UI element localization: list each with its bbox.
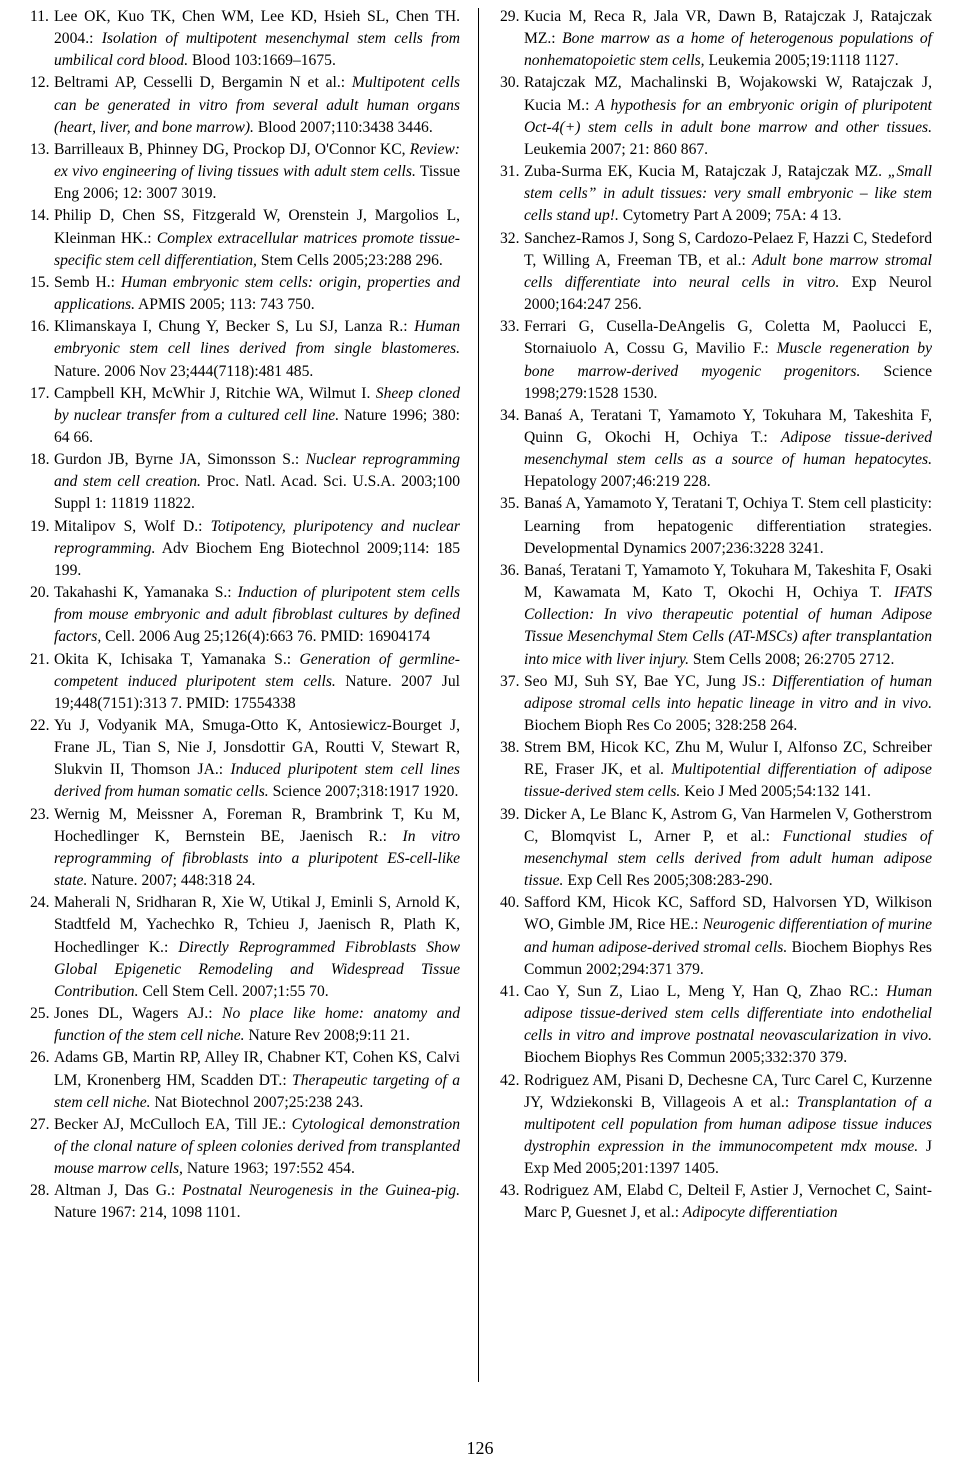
reference-authors: Klimanskaya I, Chung Y, Becker S, Lu SJ, Lanza R.:: [54, 318, 408, 336]
reference-item: [30, 139, 460, 205]
reference-authors: Mitalipov S, Wolf D.:: [54, 517, 203, 535]
reference-item: [30, 892, 460, 1003]
reference-authors: Banaś A, Yamamoto Y, Teratani T, Ochiya T. Stem cell plasticity: Learning from hepatogenic differentiation strategies. Developmental Dynamics 2007;236:3228 3241.: [524, 495, 932, 557]
reference-title: Directly Reprogrammed Fibroblasts Show Global Epigenetic Remodeling and Widespread Tissue Contribution.: [54, 938, 460, 1000]
reference-item: [30, 649, 460, 715]
reference-number: 30.: [500, 74, 520, 92]
reference-title: Isolation of multipotent mesenchymal stem cells from umbilical cord blood.: [54, 30, 460, 70]
reference-number: 38.: [500, 739, 520, 757]
reference-number: 34.: [500, 406, 520, 424]
reference-authors: Banaś, Teratani T, Yamamoto Y, Tokuhara M, Takeshita F, Osaki M, Kawamata M, Kato T, Okochi H, Ochiya T.: [524, 561, 932, 602]
reference-authors: Cao Y, Sun Z, Liao L, Meng Y, Han Q, Zhao RC.:: [524, 982, 879, 1000]
reference-number: 23.: [30, 805, 50, 823]
reference-authors: Maherali N, Sridharan R, Xie W, Utikal J, Eminli S, Arnold K, Stadtfeld M, Yachechko R, Tchieu J, Jaenisch R, Plath K, Hochedlinger K.:: [54, 894, 460, 956]
reference-number: 43.: [500, 1182, 520, 1200]
reference-source: Tissue Eng 2006; 12: 3007 3019.: [54, 163, 461, 203]
reference-item: [500, 671, 932, 737]
reference-item: [30, 383, 460, 449]
reference-title: Adipose tissue-derived mesenchymal stem cells as a source of human hepatocytes.: [524, 428, 932, 469]
reference-item: [30, 72, 460, 138]
reference-item: [30, 316, 460, 382]
reference-title: Multipotential differentiation of adipose tissue-derived stem cells.: [524, 761, 932, 801]
reference-authors: Beltrami AP, Cesselli D, Bergamin N et al.:: [54, 74, 346, 92]
reference-title: Totipotency, pluripotency and nuclear reprogramming.: [54, 517, 460, 557]
reference-authors: Zuba-Surma EK, Kucia M, Ratajczak J, Ratajczak MZ.: [524, 163, 883, 181]
reference-source: Leukemia 2007; 21: 860 867.: [524, 140, 709, 158]
reference-item: [500, 560, 932, 671]
reference-item: [500, 804, 932, 893]
reference-item: [30, 1114, 460, 1180]
reference-authors: Lee OK, Kuo TK, Chen WM, Lee KD, Hsieh SL, Chen TH. 2004.:: [54, 8, 460, 48]
reference-source: Science 1998;279:1528 1530.: [524, 362, 932, 402]
reference-number: 17.: [30, 384, 50, 402]
reference-item: [500, 737, 932, 803]
reference-title: Multipotent cells can be generated in vitro from several adult human organs (heart, liver, and bone marrow).: [54, 74, 460, 136]
reference-number: 31.: [500, 163, 520, 181]
reference-source: Nature. 2007 Jul 19;448(7151):313 7. PMID: 17554338: [54, 672, 460, 712]
reference-number: 24.: [30, 894, 50, 912]
reference-authors: Campbell KH, McWhir J, Ritchie WA, Wilmut I.: [54, 384, 371, 402]
reference-source: Proc. Natl. Acad. Sci. U.S.A. 2003;100 Suppl 1: 11819 11822.: [54, 473, 461, 513]
reference-source: Stem Cells 2008; 26:2705 2712.: [689, 650, 895, 668]
reference-source: Nature. 2007; 448:318 24.: [87, 872, 256, 890]
reference-number: 26.: [30, 1049, 50, 1067]
reference-item: [30, 1180, 460, 1224]
reference-number: 40.: [500, 894, 520, 912]
reference-title: Bone marrow as a home of heterogenous populations of nonhematopoietic stem cells,: [524, 30, 932, 70]
reference-title: Complex extracellular matrices promote tissue-specific stem cell differentiation,: [54, 229, 460, 269]
reference-title: Neurogenic differentiation of murine and human adipose-derived stromal cells.: [524, 916, 933, 956]
reference-source: Cytometry Part A 2009; 75A: 4 13.: [618, 207, 842, 225]
reference-authors: Sanchez-Ramos J, Song S, Cardozo-Pelaez F, Hazzi C, Stedeford T, Willing A, Freeman TB, et al.:: [524, 229, 932, 269]
reference-authors: Rodriguez AM, Elabd C, Delteil F, Astier J, Vernochet C, Saint-Marc P, Guesnet J, et al.:: [524, 1182, 932, 1222]
reference-authors: Ratajczak MZ, Machalinski B, Wojakowski W, Ratajczak J, Kucia M.:: [524, 74, 932, 114]
reference-item: [30, 804, 460, 893]
reference-source: Nature 1996; 380: 64 66.: [54, 406, 460, 446]
reference-authors: Yu J, Vodyanik MA, Smuga-Otto K, Antosiewicz-Bourget J, Frane JL, Tian S, Nie J, Jonsdottir GA, Routti V, Stewart R, Slukvin II, Thomson JA.:: [54, 717, 460, 779]
reference-source: Cell. 2006 Aug 25;126(4):663 76. PMID: 16904174: [101, 628, 430, 646]
reference-item: [30, 449, 460, 515]
reference-number: 12.: [30, 74, 50, 92]
reference-authors: Rodriguez AM, Pisani D, Dechesne CA, Turc Carel C, Kurzenne JY, Wdziekonski B, Villageois A et al.:: [524, 1071, 932, 1111]
reference-number: 27.: [30, 1115, 50, 1133]
reference-source: APMIS 2005; 113: 743 750.: [135, 296, 315, 314]
reference-title: No place like home: anatomy and function of the stem cell niche.: [54, 1005, 460, 1045]
reference-title: Therapeutic targeting of a stem cell niche.: [54, 1071, 460, 1111]
reference-number: 29.: [500, 8, 520, 25]
reference-authors: Okita K, Ichisaka T, Yamanaka S.:: [54, 650, 292, 668]
reference-item: [500, 161, 932, 227]
reference-source: J Exp Med 2005;201:1397 1405.: [524, 1137, 932, 1178]
reference-number: 39.: [500, 805, 520, 823]
reference-number: 33.: [500, 318, 520, 336]
reference-authors: Takahashi K, Yamanaka S.:: [54, 584, 232, 602]
reference-item: [30, 205, 460, 271]
reference-column-right: [500, 6, 932, 1225]
reference-title: Differentiation of human adipose stromal cells into hepatic lineage in vitro and in vivo.: [524, 672, 932, 712]
reference-item: [500, 72, 932, 161]
reference-title: Human adipose tissue-derived stem cells differentiate into endothelial cells in vitro and improve postnatal neovascularization in vivo.: [524, 982, 932, 1045]
reference-authors: Safford KM, Hicok KC, Safford SD, Halvorsen YD, Wilkison WO, Gimble JM, Rice HE.:: [524, 894, 932, 934]
reference-number: 25.: [30, 1005, 50, 1023]
reference-title: Adipocyte differentiation: [679, 1204, 838, 1222]
reference-number: 42.: [500, 1071, 520, 1089]
reference-title: Sheep cloned by nuclear transfer from a cultured cell line.: [54, 384, 460, 424]
reference-source: Nat Biotechnol 2007;25:238 243.: [150, 1093, 364, 1111]
reference-title: Review: ex vivo engineering of living tissues with adult stem cells.: [54, 140, 460, 181]
reference-title: Nuclear reprogramming and stem cell creation.: [54, 451, 460, 491]
reference-title: Human embryonic stem cells: origin, properties and applications.: [54, 273, 460, 314]
reference-item: [30, 272, 460, 316]
reference-authors: Jones DL, Wagers AJ.:: [54, 1005, 213, 1023]
reference-column-left: [30, 6, 460, 1225]
reference-number: 18.: [30, 451, 50, 469]
reference-item: [500, 1180, 932, 1224]
reference-number: 37.: [500, 672, 520, 690]
reference-authors: Dicker A, Le Blanc K, Astrom G, Van Harmelen V, Gotherstrom C, Blomqvist L, Arner P, et al.:: [524, 805, 932, 845]
reference-item: [500, 981, 932, 1070]
reference-source: Biochem Bioph Res Co 2005; 328:258 264.: [524, 717, 798, 734]
reference-source: Nature 1963; 197:552 454.: [182, 1160, 355, 1178]
reference-number: 21.: [30, 650, 50, 668]
reference-item: [500, 493, 932, 559]
reference-source: Blood 103:1669–1675.: [188, 52, 336, 70]
reference-item: [500, 316, 932, 405]
reference-source: Science 2007;318:1917 1920.: [268, 783, 459, 801]
reference-source: Biochem Biophys Res Commun 2002;294:371 379.: [524, 938, 932, 978]
reference-source: Exp Cell Res 2005;308:283-290.: [563, 872, 773, 890]
reference-title: Muscle regeneration by bone marrow-derived myogenic progenitors.: [524, 340, 932, 380]
reference-authors: Barrilleaux B, Phinney DG, Prockop DJ, O'Connor KC,: [54, 140, 406, 158]
reference-title: Induced pluripotent stem cell lines derived from human somatic cells.: [54, 761, 461, 801]
reference-title: Human embryonic stem cell lines derived from single blastomeres.: [54, 318, 460, 358]
reference-source: Stem Cells 2005;23:288 296.: [256, 251, 443, 269]
reference-number: 14.: [30, 207, 50, 225]
reference-item: [30, 516, 460, 582]
reference-authors: Semb H.:: [54, 273, 116, 291]
reference-item: [30, 582, 460, 648]
reference-number: 28.: [30, 1182, 50, 1200]
reference-authors: Becker AJ, McCulloch EA, Till JE.:: [54, 1115, 287, 1133]
reference-number: 15.: [30, 273, 50, 291]
reference-authors: Philip D, Chen SS, Fitzgerald W, Orenstein J, Margolios L, Kleinman HK.:: [54, 207, 460, 247]
reference-item: [30, 1047, 460, 1113]
reference-source: Hepatology 2007;46:219 228.: [524, 473, 711, 491]
reference-source: Adv Biochem Eng Biotechnol 2009;114: 185 199.: [54, 539, 460, 579]
reference-number: 13.: [30, 140, 50, 158]
reference-number: 22.: [30, 717, 50, 734]
reference-title: Functional studies of mesenchymal stem cells derived from adult human adipose tissue.: [524, 827, 932, 890]
reference-number: 11.: [30, 8, 49, 25]
reference-source: Biochem Biophys Res Commun 2005;332:370 379.: [524, 1049, 848, 1067]
reference-number: 16.: [30, 318, 50, 336]
reference-authors: Gurdon JB, Byrne JA, Simonsson S.:: [54, 451, 300, 469]
reference-authors: Ferrari G, Cusella-DeAngelis G, Coletta M, Paolucci E, Stornaiuolo A, Cossu G, Mavilio F.:: [524, 318, 932, 358]
reference-number: 32.: [500, 229, 520, 247]
reference-number: 41.: [500, 982, 520, 1000]
reference-item: [500, 1070, 932, 1181]
reference-title: In vitro reprogramming of fibroblasts into a pluripotent ES-cell-like state.: [54, 827, 460, 890]
reference-number: 19.: [30, 517, 50, 535]
reference-title: Generation of germline-competent induced pluripotent stem cells.: [54, 650, 460, 690]
reference-item: [500, 6, 932, 72]
page-number: 126: [466, 1438, 494, 1458]
reference-authors: Strem BM, Hicok KC, Zhu M, Wulur I, Alfonso ZC, Schreiber RE, Fraser JK, et al.: [524, 739, 932, 779]
reference-number: 20.: [30, 584, 50, 602]
reference-source: Nature. 2006 Nov 23;444(7118):481 485.: [54, 362, 314, 380]
reference-source: Cell Stem Cell. 2007;1:55 70.: [138, 982, 329, 1000]
reference-title: Induction of pluripotent stem cells from mouse embryonic and adult fibroblast cultures by defined factors,: [54, 584, 460, 646]
reference-source: Nature Rev 2008;9:11 21.: [244, 1027, 410, 1045]
reference-item: [30, 1003, 460, 1047]
reference-item: [500, 228, 932, 317]
reference-authors: Altman J, Das G.:: [54, 1182, 176, 1200]
column-divider: [478, 8, 479, 1382]
reference-title: „Small stem cells” in adult tissues: very small embryonic – like stem cells stand up!.: [524, 163, 932, 225]
reference-number: 35.: [500, 495, 520, 513]
reference-title: Adult bone marrow stromal cells differentiate into neural cells in vitro.: [524, 251, 932, 291]
reference-source: Leukemia 2005;19:1118 1127.: [704, 52, 899, 70]
reference-title: Cytological demonstration of the clonal nature of spleen colonies derived from transplanted mouse marrow cells,: [54, 1115, 461, 1178]
reference-authors: Wernig M, Meissner A, Foreman R, Brambrink T, Ku M, Hochedlinger K, Bernstein BE, Jaenisch R.:: [54, 805, 460, 845]
reference-item: [500, 892, 932, 981]
reference-item: [30, 6, 460, 72]
reference-source: Blood 2007;110:3438 3446.: [253, 118, 433, 136]
reference-source: Keio J Med 2005;54:132 141.: [680, 783, 871, 801]
reference-number: 36.: [500, 561, 520, 579]
reference-title: Transplantation of a multipotent cell population from human adipose tissue induces dystrophin expression in the immunocompetent mdx mouse.: [524, 1093, 932, 1155]
reference-source: Nature 1967: 214, 1098 1101.: [54, 1204, 241, 1222]
reference-authors: Kucia M, Reca R, Jala VR, Dawn B, Ratajczak J, Ratajczak MZ.:: [524, 8, 932, 48]
reference-authors: Banaś A, Teratani T, Yamamoto Y, Tokuhara M, Takeshita F, Quinn G, Okochi H, Ochiya T.:: [524, 406, 932, 446]
reference-title: IFATS Collection: In vivo therapeutic potential of human Adipose Tissue Mesenchymal Stem Cells (AT-MSCs) after transplantation into mice with liver injury.: [524, 584, 932, 668]
reference-source: Exp Neurol 2000;164:247 256.: [524, 273, 932, 314]
reference-item: [500, 405, 932, 494]
reference-item: [30, 715, 460, 804]
reference-authors: Seo MJ, Suh SY, Bae YC, Jung JS.:: [524, 672, 766, 690]
reference-authors: Adams GB, Martin RP, Alley IR, Chabner KT, Cohen KS, Calvi LM, Kronenberg HM, Scadden DT.:: [54, 1049, 460, 1089]
reference-title: A hypothesis for an embryonic origin of pluripotent Oct-4(+) stem cells in adult bone marrow and other tissues.: [524, 96, 932, 136]
reference-title: Postnatal Neurogenesis in the Guinea-pig.: [175, 1182, 460, 1200]
